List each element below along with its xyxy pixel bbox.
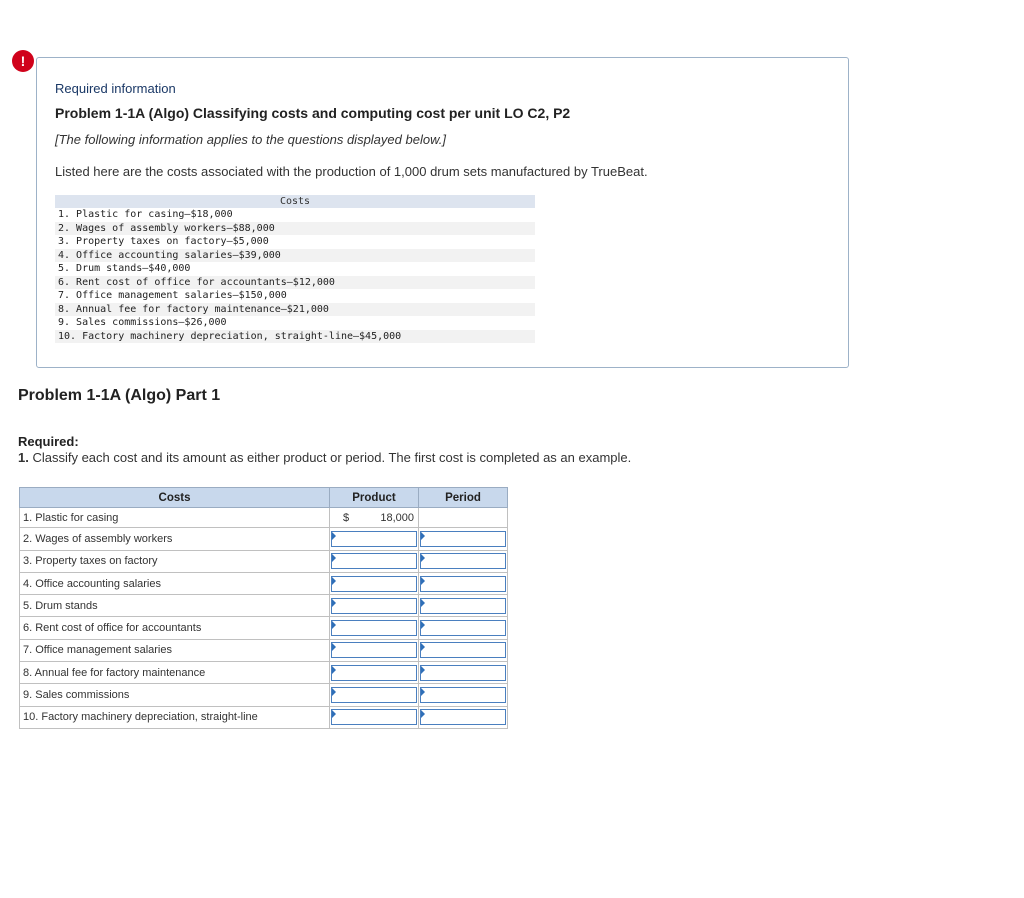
cost-label: 9. Sales commissions xyxy=(20,684,330,706)
part-title: Problem 1-1A (Algo) Part 1 xyxy=(18,387,221,404)
required-information-label: Required information xyxy=(55,81,176,96)
period-input[interactable] xyxy=(420,709,506,725)
cost-line: 10. Factory machinery depreciation, straight-line—$45,000 xyxy=(55,330,535,344)
required-instructions xyxy=(18,450,631,465)
required-instruction-text: Classify each cost and its amount as either product or period. The first cost is completed as an example. xyxy=(28,450,632,465)
cost-label: 2. Wages of assembly workers xyxy=(20,528,330,550)
table-row xyxy=(20,617,508,639)
currency-symbol: $ xyxy=(343,511,350,524)
cost-line: 3. Property taxes on factory—$5,000 xyxy=(58,236,269,247)
cost-label: 4. Office accounting salaries xyxy=(20,572,330,594)
required-label: Required: xyxy=(18,434,79,449)
period-input[interactable] xyxy=(420,531,506,547)
classification-table xyxy=(19,487,508,729)
period-input[interactable] xyxy=(420,598,506,614)
period-column-header: Period xyxy=(419,488,508,508)
cost-line: 2. Wages of assembly workers—$88,000 xyxy=(55,222,535,236)
table-row xyxy=(20,639,508,661)
table-row xyxy=(20,595,508,617)
table-row xyxy=(20,662,508,684)
cost-line: 6. Rent cost of office for accountants—$12,000 xyxy=(55,276,535,290)
table-row xyxy=(20,550,508,572)
cost-label: 3. Property taxes on factory xyxy=(20,550,330,572)
table-row xyxy=(20,706,508,728)
product-input[interactable] xyxy=(331,665,417,681)
table-row xyxy=(20,684,508,706)
cost-label: 7. Office management salaries xyxy=(20,639,330,661)
product-input[interactable] xyxy=(331,687,417,703)
cost-line: 7. Office management salaries—$150,000 xyxy=(58,290,287,301)
required-number: 1. xyxy=(18,450,29,465)
period-input[interactable] xyxy=(420,553,506,569)
table-row xyxy=(20,528,508,550)
product-column-header: Product xyxy=(330,488,419,508)
cost-line: 5. Drum stands—$40,000 xyxy=(58,263,191,274)
period-input[interactable] xyxy=(420,687,506,703)
product-input[interactable] xyxy=(331,576,417,592)
period-input[interactable] xyxy=(420,576,506,592)
costs-list xyxy=(55,195,535,343)
product-input[interactable] xyxy=(331,642,417,658)
costs-list-heading: Costs xyxy=(55,195,535,208)
product-input[interactable] xyxy=(331,709,417,725)
info-note: [The following information applies to the questions displayed below.] xyxy=(55,132,446,147)
cost-label: 5. Drum stands xyxy=(20,595,330,617)
product-input[interactable] xyxy=(331,620,417,636)
problem-title: Problem 1-1A (Algo) Classifying costs and computing cost per unit LO C2, P2 xyxy=(55,105,571,121)
alert-icon: ! xyxy=(12,50,34,72)
product-input[interactable] xyxy=(331,598,417,614)
cost-line: 1. Plastic for casing—$18,000 xyxy=(58,209,233,220)
table-row xyxy=(20,508,508,528)
product-input[interactable] xyxy=(331,531,417,547)
period-input[interactable] xyxy=(420,620,506,636)
cost-line: 8. Annual fee for factory maintenance—$21,000 xyxy=(55,303,535,317)
cost-label: 1. Plastic for casing xyxy=(20,508,330,528)
cost-label: 6. Rent cost of office for accountants xyxy=(20,617,330,639)
cost-label: 10. Factory machinery depreciation, straight-line xyxy=(20,706,330,728)
costs-column-header: Costs xyxy=(20,488,330,508)
example-product-amount xyxy=(330,508,419,528)
period-input[interactable] xyxy=(420,642,506,658)
example-period-cell xyxy=(419,508,508,528)
cost-label: 8. Annual fee for factory maintenance xyxy=(20,662,330,684)
table-row xyxy=(20,572,508,594)
cost-line: 4. Office accounting salaries—$39,000 xyxy=(55,249,535,263)
product-input[interactable] xyxy=(331,553,417,569)
cost-line: 9. Sales commissions—$26,000 xyxy=(58,317,227,328)
amount-value: 18,000 xyxy=(380,511,414,524)
problem-description: Listed here are the costs associated with the production of 1,000 drum sets manufactured by TrueBeat. xyxy=(55,164,648,179)
period-input[interactable] xyxy=(420,665,506,681)
